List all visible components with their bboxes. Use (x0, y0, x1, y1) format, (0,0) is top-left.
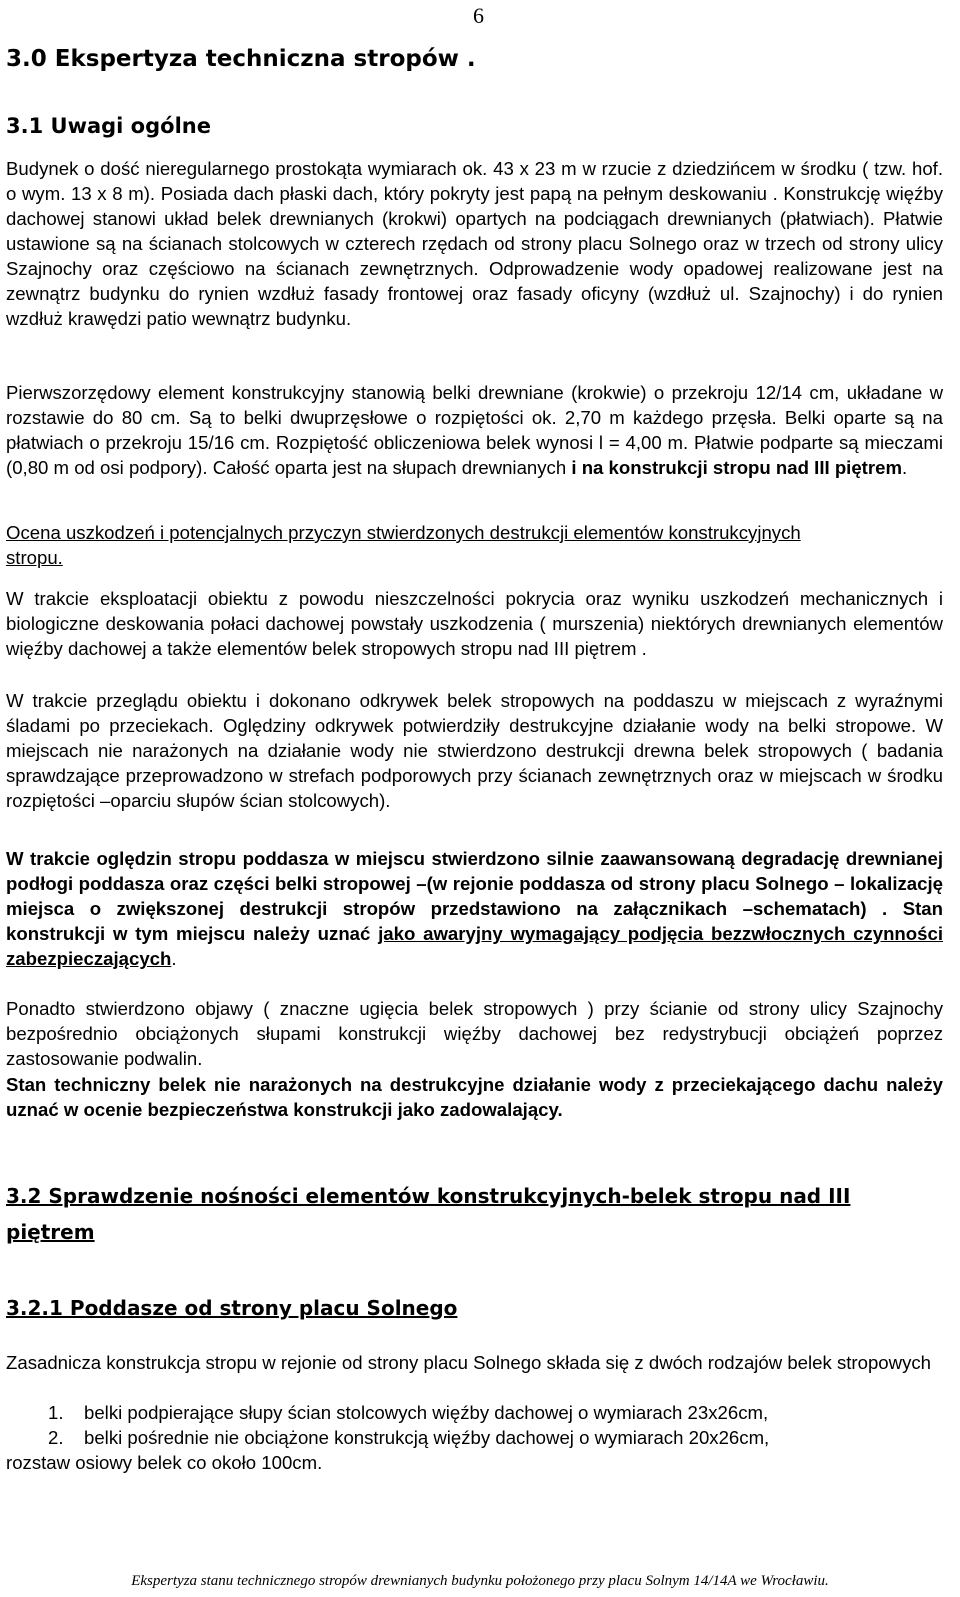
paragraph-spacing: rozstaw osiowy belek co około 100cm. (6, 1452, 323, 1473)
paragraph-deflection: Ponadto stwierdzono objawy ( znaczne ugięcia belek stropowych ) przy ścianie od strony ulicy Szajnochy bezpośrednio obciążonych słupami konstrukcji więźby dachowej bez redystrybucji obciążeń poprzez zastosowanie podwalin. (6, 998, 943, 1069)
heading-3-2-1: 3.2.1 Poddasze od strony placu Solnego (6, 1296, 458, 1320)
critical-findings-end: . (171, 948, 177, 969)
beam-types-list (6, 1400, 943, 1450)
paragraph-structure-text: Pierwszorzędowy element konstrukcyjny stanowią belki drewniane (krokwie) o przekroju 12/14 cm, układane w rozstawie do 80 cm. Są to belki dwuprzęsłowe o rozpiętości ok. 2,70 m każdego przęsła. Belki oparte są na płatwiach o przekroju 15/16 cm. Rozpiętość obliczeniowa belek wynosi l = 4,00 m. Płatwie podparte są mieczami (0,80 m od osi podpory). Całość oparta jest na słupach drewnianych (6, 382, 943, 478)
paragraph-structure-bold: i na konstrukcji stropu nad III piętrem (571, 457, 902, 478)
paragraph-damage: W trakcie eksploatacji obiektu z powodu nieszczelności pokrycia oraz wyniku uszkodzeń mechanicznych i biologiczne deskowania połaci dachowej powstały uszkodzenia ( murszenia) niektórych drewnianych elementów więźby dachowej a także elementów belek stropowych stropu nad III piętrem . (6, 588, 943, 659)
heading-main: 3.0 Ekspertyza techniczna stropów . (6, 46, 476, 72)
paragraph-condition-summary: Stan techniczny belek nie narażonych na destrukcyjne działanie wody z przeciekającego dachu należy uznać w ocenie bezpieczeństwa konstrukcji jako zadowalający. (6, 1074, 943, 1120)
list-item-number: 1. (48, 1402, 64, 1423)
page-footer: Ekspertyza stanu technicznego stropów drewnianych budynku położonego przy placu Solnym 14/14A we Wrocławiu. (131, 1573, 829, 1589)
list-item (6, 1425, 943, 1450)
list-item (6, 1400, 943, 1425)
heading-3-2: 3.2 Sprawdzenie nośności elementów konstrukcyjnych-belek stropu nad III piętrem (6, 1184, 851, 1244)
paragraph-beam-types: Zasadnicza konstrukcja stropu w rejonie od strony placu Solnego składa się z dwóch rodzajów belek stropowych (6, 1352, 932, 1373)
list-item-text: belki podpierające słupy ścian stolcowych więźby dachowej o wymiarach 23x26cm, (84, 1402, 769, 1423)
list-item-number: 2. (48, 1427, 64, 1448)
heading-3-1: 3.1 Uwagi ogólne (6, 114, 211, 138)
paragraph-building-description: Budynek o dość nieregularnego prostokąta wymiarach ok. 43 x 23 m w rzucie z dziedzińcem w środku ( tzw. hof. o wym. 13 x 8 m). Posiada dach płaski dach, który pokryty jest papą na pełnym deskowaniu . Konstrukcję więźby dachowej stanowi układ belek drewnianych (krokwi) opartych na podciągach drewnianych (płatwiach). Płatwie ustawione są na ścianach stolcowych w czterech rzędach od strony placu Solnego oraz w trzech od strony ulicy Szajnochy oraz częściowo na ścianach zewnętrznych. Odprowadzenie wody opadowej realizowane jest na zewnątrz budynku do rynien wzdłuż fasady frontowej oraz fasady oficyny (wzdłuż ul. Szajnochy) i do rynien wzdłuż krawędzi patio wewnątrz budynku. (6, 158, 943, 329)
assessment-title: Ocena uszkodzeń i potencjalnych przyczyn stwierdzonych destrukcji elementów konstrukcyjnych stropu. (6, 522, 801, 568)
paragraph-structure-end: . (901, 457, 908, 478)
critical-findings-text: W trakcie oględzin stropu poddasza w miejscu stwierdzono silnie zaawansowaną degradację drewnianej podłogi poddasza oraz części belki stropowej –(w rejonie poddasza od strony placu Solnego – lokalizację miejsca o zwiększonej destrukcji stropów przedstawiono na załącznikach –schematach) . Stan konstrukcji w tym miejscu należy uznać (6, 848, 943, 944)
list-item-text: belki pośrednie nie obciążone konstrukcją więźby dachowej o wymiarach 20x26cm, (84, 1427, 770, 1448)
paragraph-structure (6, 380, 943, 480)
paragraph-critical-findings (6, 846, 943, 971)
paragraph-inspection: W trakcie przeglądu obiektu i dokonano odkrywek belek stropowych na poddaszu w miejscach z wyraźnymi śladami po przeciekach. Oględziny odkrywek potwierdziły destrukcyjne działanie wody na belki stropowe. W miejscach nie narażonych na działanie wody nie stwierdzono destrukcji drewna belek stropowych ( badania sprawdzające przeprowadzono w strefach podporowych przy ścianach zewnętrznych oraz w miejscach w środku rozpiętości –oparciu słupów ścian stolcowych). (6, 690, 943, 811)
critical-findings-underlined: jako awaryjny wymagający podjęcia bezzwłocznych czynności zabezpieczających (6, 923, 943, 969)
page-number: 6 (473, 3, 484, 28)
